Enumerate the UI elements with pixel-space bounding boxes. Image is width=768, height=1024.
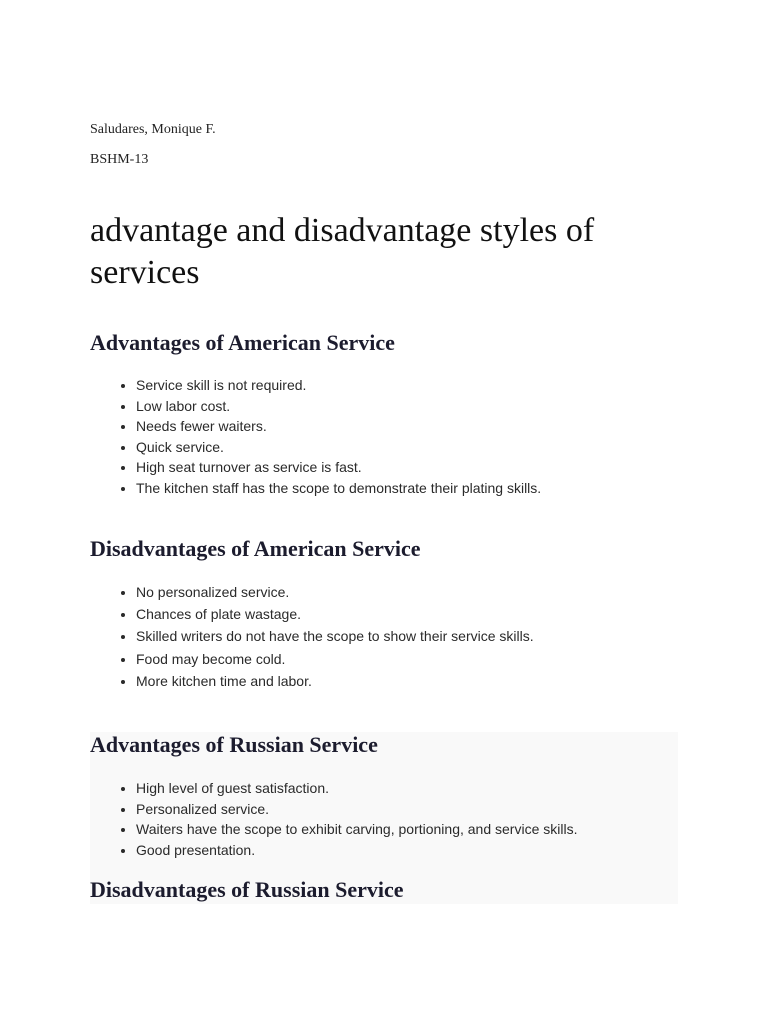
american-disadvantages-list bbox=[90, 581, 534, 692]
list-item: • High level of guest satisfaction. bbox=[136, 778, 577, 799]
course-code: BSHM-13 bbox=[90, 152, 149, 167]
list-item: • Food may become cold. bbox=[136, 648, 534, 670]
document-title: advantage and disadvantage styles of services bbox=[90, 212, 595, 291]
list-item: • Low labor cost. bbox=[136, 396, 541, 417]
section-heading-american-disadvantages: Disadvantages of American Service bbox=[90, 536, 421, 561]
list-item: • Service skill is not required. bbox=[136, 375, 541, 396]
list-item: • More kitchen time and labor. bbox=[136, 670, 534, 692]
american-advantages-list bbox=[90, 375, 541, 499]
russian-advantages-list bbox=[90, 778, 577, 860]
list-item: • Good presentation. bbox=[136, 840, 577, 861]
list-item: • Needs fewer waiters. bbox=[136, 416, 541, 437]
section-heading-american-advantages: Advantages of American Service bbox=[90, 330, 395, 355]
list-item: • Personalized service. bbox=[136, 799, 577, 820]
list-item: • Skilled writers do not have the scope to show their service skills. bbox=[136, 625, 534, 647]
list-item: • Chances of plate wastage. bbox=[136, 603, 534, 625]
list-item: • High seat turnover as service is fast. bbox=[136, 457, 541, 478]
section-heading-russian-disadvantages: Disadvantages of Russian Service bbox=[90, 877, 404, 902]
list-item: • The kitchen staff has the scope to demonstrate their plating skills. bbox=[136, 478, 541, 499]
list-item: • Quick service. bbox=[136, 437, 541, 458]
author-name: Saludares, Monique F. bbox=[90, 122, 216, 137]
list-item: • No personalized service. bbox=[136, 581, 534, 603]
section-heading-russian-advantages: Advantages of Russian Service bbox=[90, 732, 378, 757]
list-item: • Waiters have the scope to exhibit carving, portioning, and service skills. bbox=[136, 819, 577, 840]
